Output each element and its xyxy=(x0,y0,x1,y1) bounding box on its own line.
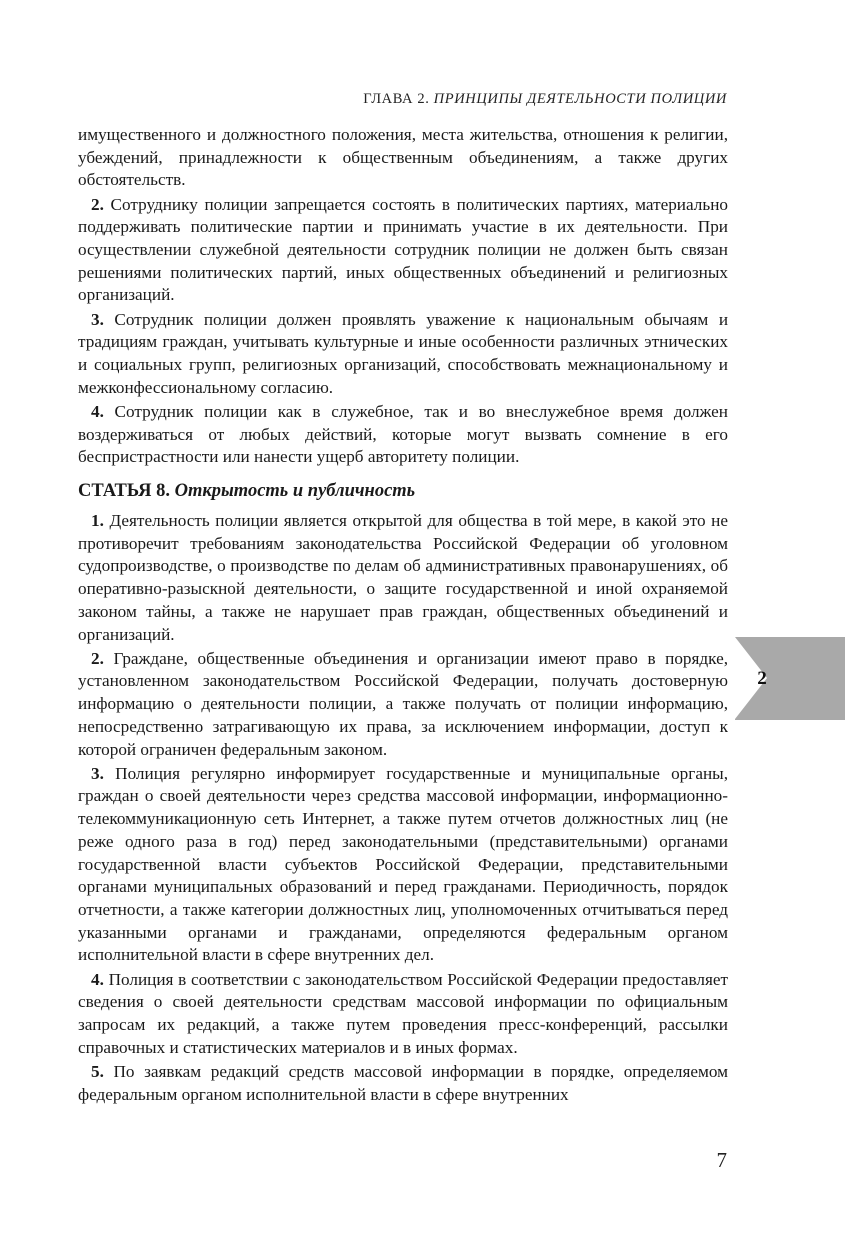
chapter-label: ГЛАВА 2. xyxy=(363,91,430,107)
paragraph-text: По заявкам редакций средств массовой информации в порядке, определяемом федеральным органом исполнительной власти в сфере внутренних xyxy=(78,1061,729,1104)
chapter-tab-number: 2 xyxy=(757,668,767,689)
paragraph-number: 3. xyxy=(91,763,104,783)
running-header xyxy=(0,91,727,108)
chapter-title: ПРИНЦИПЫ ДЕЯТЕЛЬНОСТИ ПОЛИЦИИ xyxy=(433,91,727,107)
paragraph-text: Полиция регулярно информирует государственные и муниципальные органы, граждан о своей деятельности через средства массовой информации, информационно-телекоммуникационную сеть Интернет, а также путем отчетов должностных лиц (не реже одного раза в год) перед законодательными (представительными) органами государственной власти субъектов Российской Федерации, представительными органами муниципальных образований и перед гражданами. Периодичность, порядок отчетности, а также категории должностных лиц, уполномоченных отчитываться перед указанными органами и гражданами, определяются федеральным органом исполнительной власти в сфере внутренних дел. xyxy=(78,763,728,965)
paragraph-text: имущественного и должностного положения, места жительства, отношения к религии, убеждений, принадлежности к общественным объединениям, а также других обстоятельств. xyxy=(78,125,728,190)
article-heading xyxy=(78,479,728,503)
paragraph xyxy=(78,401,728,469)
paragraph-number: 1. xyxy=(91,511,104,531)
paragraph-text: Сотрудник полиции как в служебное, так и во внеслужебное время должен воздерживаться от любых действий, которые могут вызвать сомнение в его беспристрастности или нанести ущерб авторитету полиции. xyxy=(78,401,728,467)
paragraph xyxy=(78,648,728,762)
paragraph xyxy=(78,969,728,1060)
paragraph xyxy=(78,194,728,308)
paragraph xyxy=(78,510,728,646)
paragraph xyxy=(78,763,728,967)
paragraph-number: 2. xyxy=(91,648,104,668)
paragraph xyxy=(78,124,728,192)
paragraph-number: 2. xyxy=(91,194,104,214)
paragraph-text: Деятельность полиции является открытой для общества в той мере, в какой это не противоречит требованиям законодательства Российской Федерации об уголовном судопроизводстве, о производстве по делам об административных правонарушениях, об оперативно-разыскной деятельности, о защите государственной и иной охраняемой законом тайны, а также не нарушает прав граждан, общественных объединений и организаций. xyxy=(78,511,728,644)
paragraph-text: Граждане, общественные объединения и организации имеют право в порядке, установленном законодательством Российской Федерации, получать достоверную информацию о деятельности полиции, а также получать от полиции информацию, непосредственно затрагивающую их права, за исключением информации, доступ к которой ограничен федеральным законом. xyxy=(78,648,729,759)
page-body xyxy=(78,124,728,1106)
paragraph-number: 4. xyxy=(91,969,104,989)
paragraph-number: 4. xyxy=(91,401,104,421)
chapter-tab xyxy=(735,637,845,720)
paragraph xyxy=(78,1061,728,1106)
page-number: 7 xyxy=(716,1148,727,1172)
paragraph-text: Полиция в соответствии с законодательством Российской Федерации предоставляет сведения о своей деятельности средствам массовой информации по официальным запросам их редакций, а также путем проведения пресс-конференций, рассылки справочных и статистических материалов и в иных формах. xyxy=(78,969,729,1057)
paragraph-text: Сотруднику полиции запрещается состоять в политических партиях, материально поддерживать политические партии и принимать участие в их деятельности. При осуществлении служебной деятельности сотрудник полиции не должен быть связан решениями политических партий, иных общественных объединений и религиозных организаций. xyxy=(78,194,728,305)
article-title: Открытость и публичность xyxy=(174,481,416,502)
paragraph-number: 5. xyxy=(91,1061,104,1081)
paragraph-text: Сотрудник полиции должен проявлять уважение к национальным обычаям и традициям граждан, учитывать культурные и иные особенности различных этнических и социальных групп, религиозных организаций, способствовать межнациональному и межконфессиональному согласию. xyxy=(78,309,729,397)
paragraph xyxy=(78,309,728,400)
article-label: СТАТЬЯ 8. xyxy=(78,481,170,502)
paragraph-number: 3. xyxy=(91,309,104,329)
